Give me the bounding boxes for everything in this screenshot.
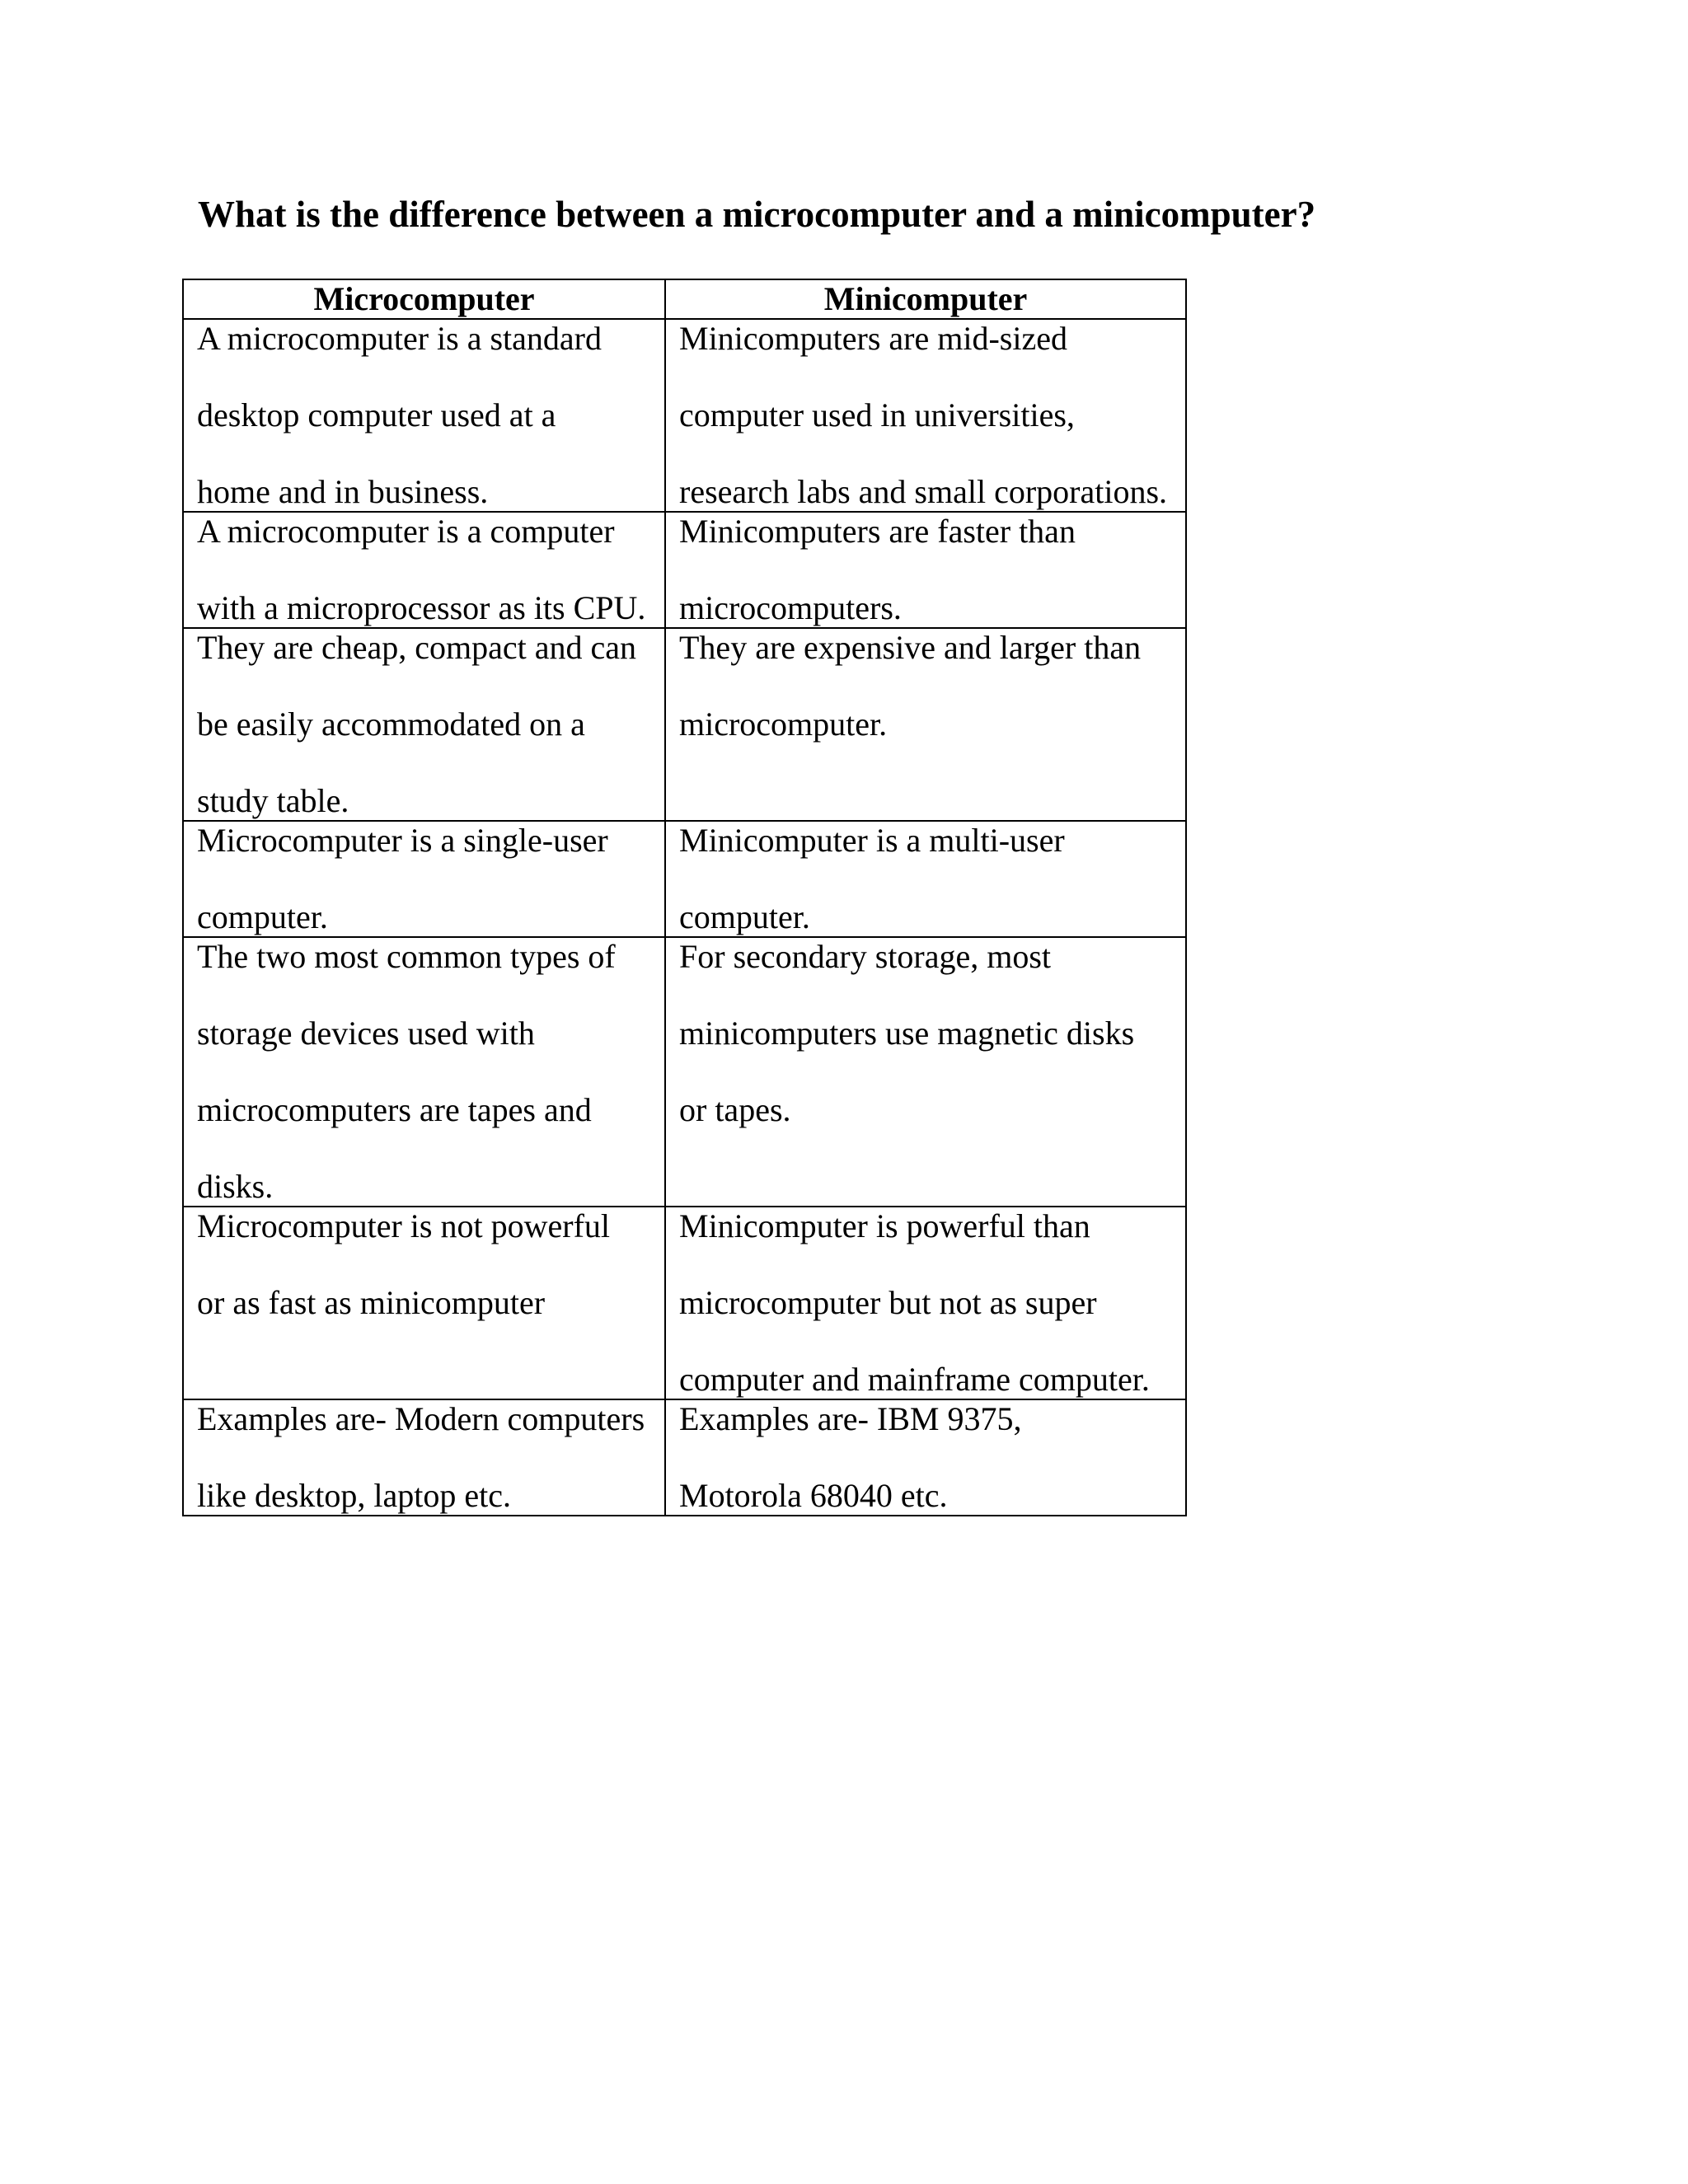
cell-text-line: Minicomputer is powerful than bbox=[679, 1207, 1090, 1244]
table-row bbox=[183, 1399, 1186, 1516]
cell-text-line: The two most common types of bbox=[197, 938, 616, 975]
minicomputer-cell bbox=[665, 628, 1186, 821]
cell-text-line: computer. bbox=[679, 898, 810, 935]
microcomputer-cell bbox=[183, 821, 665, 937]
microcomputer-cell bbox=[183, 512, 665, 628]
table-header-row bbox=[183, 279, 1186, 319]
minicomputer-cell bbox=[665, 821, 1186, 937]
cell-text-line: desktop computer used at a bbox=[197, 396, 556, 434]
microcomputer-cell bbox=[183, 319, 665, 512]
microcomputer-cell bbox=[183, 937, 665, 1207]
cell-text-line: Microcomputer is a single-user bbox=[197, 822, 608, 859]
column-header-minicomputer: Minicomputer bbox=[665, 279, 1186, 319]
cell-text-line: with a microprocessor as its CPU. bbox=[197, 589, 646, 626]
cell-text-line: They are cheap, compact and can bbox=[197, 629, 637, 666]
cell-text-line: or tapes. bbox=[679, 1091, 791, 1128]
cell-text-line: research labs and small corporations. bbox=[679, 473, 1168, 510]
cell-text-line: study table. bbox=[197, 782, 349, 819]
cell-text-line: Minicomputer is a multi-user bbox=[679, 822, 1065, 859]
table-row bbox=[183, 319, 1186, 512]
minicomputer-cell bbox=[665, 512, 1186, 628]
table-row bbox=[183, 937, 1186, 1207]
minicomputer-cell bbox=[665, 1399, 1186, 1516]
cell-text-line: Examples are- Modern computers bbox=[197, 1400, 645, 1437]
cell-text-line: Minicomputers are mid-sized bbox=[679, 320, 1067, 357]
cell-text-line: be easily accommodated on a bbox=[197, 705, 585, 743]
cell-text-line: like desktop, laptop etc. bbox=[197, 1477, 512, 1514]
microcomputer-cell bbox=[183, 1399, 665, 1516]
cell-text-line: computer. bbox=[197, 898, 328, 935]
cell-text-line: microcomputer but not as super bbox=[679, 1284, 1097, 1321]
cell-text-line: microcomputer. bbox=[679, 705, 888, 743]
minicomputer-cell bbox=[665, 1207, 1186, 1399]
table-row bbox=[183, 1207, 1186, 1399]
table-row bbox=[183, 628, 1186, 821]
cell-text-line: computer used in universities, bbox=[679, 396, 1075, 434]
column-header-microcomputer: Microcomputer bbox=[183, 279, 665, 319]
cell-text-line: microcomputers are tapes and bbox=[197, 1091, 592, 1128]
cell-text-line: computer and mainframe computer. bbox=[679, 1361, 1150, 1398]
table-row bbox=[183, 821, 1186, 937]
microcomputer-cell bbox=[183, 1207, 665, 1399]
cell-text-line: or as fast as minicomputer bbox=[197, 1284, 546, 1321]
cell-text-line: A microcomputer is a computer bbox=[197, 513, 615, 550]
minicomputer-cell bbox=[665, 937, 1186, 1207]
minicomputer-cell bbox=[665, 319, 1186, 512]
comparison-table bbox=[182, 279, 1187, 1516]
cell-text-line: Minicomputers are faster than bbox=[679, 513, 1076, 550]
table-row bbox=[183, 512, 1186, 628]
cell-text-line: Motorola 68040 etc. bbox=[679, 1477, 948, 1514]
cell-text-line: For secondary storage, most bbox=[679, 938, 1052, 975]
cell-text-line: home and in business. bbox=[197, 473, 489, 510]
cell-text-line: disks. bbox=[197, 1168, 274, 1205]
cell-text-line: microcomputers. bbox=[679, 589, 902, 626]
table-body bbox=[183, 319, 1186, 1516]
cell-text-line: They are expensive and larger than bbox=[679, 629, 1142, 666]
cell-text-line: Microcomputer is not powerful bbox=[197, 1207, 610, 1244]
cell-text-line: storage devices used with bbox=[197, 1015, 535, 1052]
page-title: What is the difference between a microcomputer and a minicomputer? bbox=[198, 194, 1316, 235]
cell-text-line: A microcomputer is a standard bbox=[197, 320, 602, 357]
cell-text-line: minicomputers use magnetic disks bbox=[679, 1015, 1135, 1052]
microcomputer-cell bbox=[183, 628, 665, 821]
cell-text-line: Examples are- IBM 9375, bbox=[679, 1400, 1022, 1437]
